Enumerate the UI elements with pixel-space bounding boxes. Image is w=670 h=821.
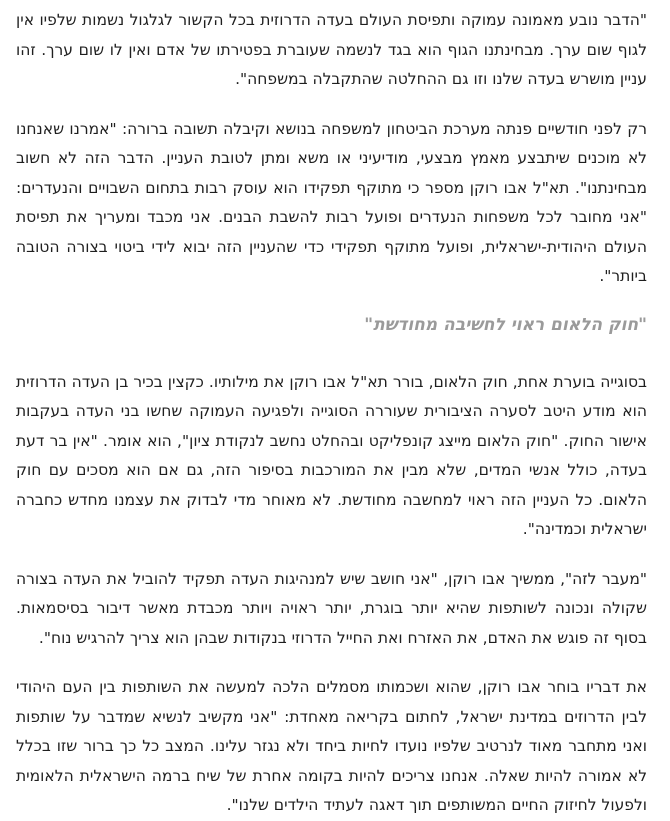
paragraph-5: את דבריו בוחר אבו רוקן, שהוא ושכמותו מסמלים הלכה למעשה את השותפות בין העם היהודי לבין הדרוזים במדינת ישראל, לחתום בקריאה מאחדת: "אני מקשיב לנשיא שמדבר על שותפות ואני מתחבר מאוד לנרטיב שלפיו נועדו לחיות ביחד ולא נגזר עלינו. המצב כל כך ברור שזו בכלל לא אמורה להיות שאלה. אנחנו צריכים להיות בקומה אחרת של שיח ברמה הישראלית הלאומית ולפעול לחיזוק החיים המשותפים תוך דאגה לעתיד הילדים שלנו". (16, 678, 647, 814)
paragraph-2: רק לפני חודשיים פנתה מערכת הביטחון למשפחה בנושא וקיבלה תשובה ברורה: "אמרנו שאנחנו לא מוכנים שיתבצע מאמץ מבצעי, מודיעיני או משא ומתן לטובת העניין. הדבר הזה לא חשוב מבחינתנו". תא"ל אבו רוקן מספר כי מתוקף תפקידו הוא עוסק רבות בתחום השבויים והנעדרים: "אני מחובר לכל משפחות הנעדרים ופועל רבות להשבת הבנים. אני מכבד ומעריך את תפיסת העולם היהודית-ישראלית, ופועל מתוקף תפקידי כדי שהעניין הזה יבוא לידי ביטוי בצורה הטובה ביותר". (16, 119, 647, 285)
section-subheading: "חוק הלאום ראוי לחשיבה מחודשת" (364, 314, 647, 335)
paragraph-3: בסוגייה בוערת אחת, חוק הלאום, בורר תא"ל אבו רוקן את מילותיו. כקצין בכיר בן העדה הדרוזית הוא מודע היטב לסערה הציבורית שעוררה הסוגייה ולפגיעה העמוקה שחשו בני העדה בעקבות אישור החוק. "חוק הלאום מייצג קונפליקט ובהחלט נחשב לנקודת ציון", הוא אומר. "אין בר דעת בעדה, כולל אנשי המדים, שלא מבין את המורכבות בסיפור הזה, גם אם הוא מסכים עם חוק הלאום. כל העניין הזה ראוי למחשבה מחודשת. לא מאוחר מדי לבדוק את עצמנו מחדש כחברה ישראלית וכמדינה". (16, 372, 647, 538)
paragraph-1: "הדבר נובע מאמונה עמוקה ותפיסת העולם בעדה הדרוזית בכל הקשור לגלגול נשמות שלפיו אין לגוף שום ערך. מבחינתנו הגוף הוא בגד לנשמה שעוברת בפטירתו של אדם ואין לו שום ערך. זהו עניין מושרש בעדה שלנו וזו גם ההחלטה שהתקבלה במשפחה". (16, 11, 647, 88)
paragraph-4: "מעבר לזה", ממשיך אבו רוקן, "אני חושב שיש למנהיגות העדה תפקיד להוביל את העדה בצורה שקולה ונכונה לשותפות שהיא יותר בוגרת, יותר ראויה ויותר מכבדת מאשר דיבור בסיסמאות. בסוף זה פוגש את האדם, את האזרח ואת החייל הדרוזי בנקודות שבהן הוא צריך להרגיש נוח". (16, 569, 647, 647)
